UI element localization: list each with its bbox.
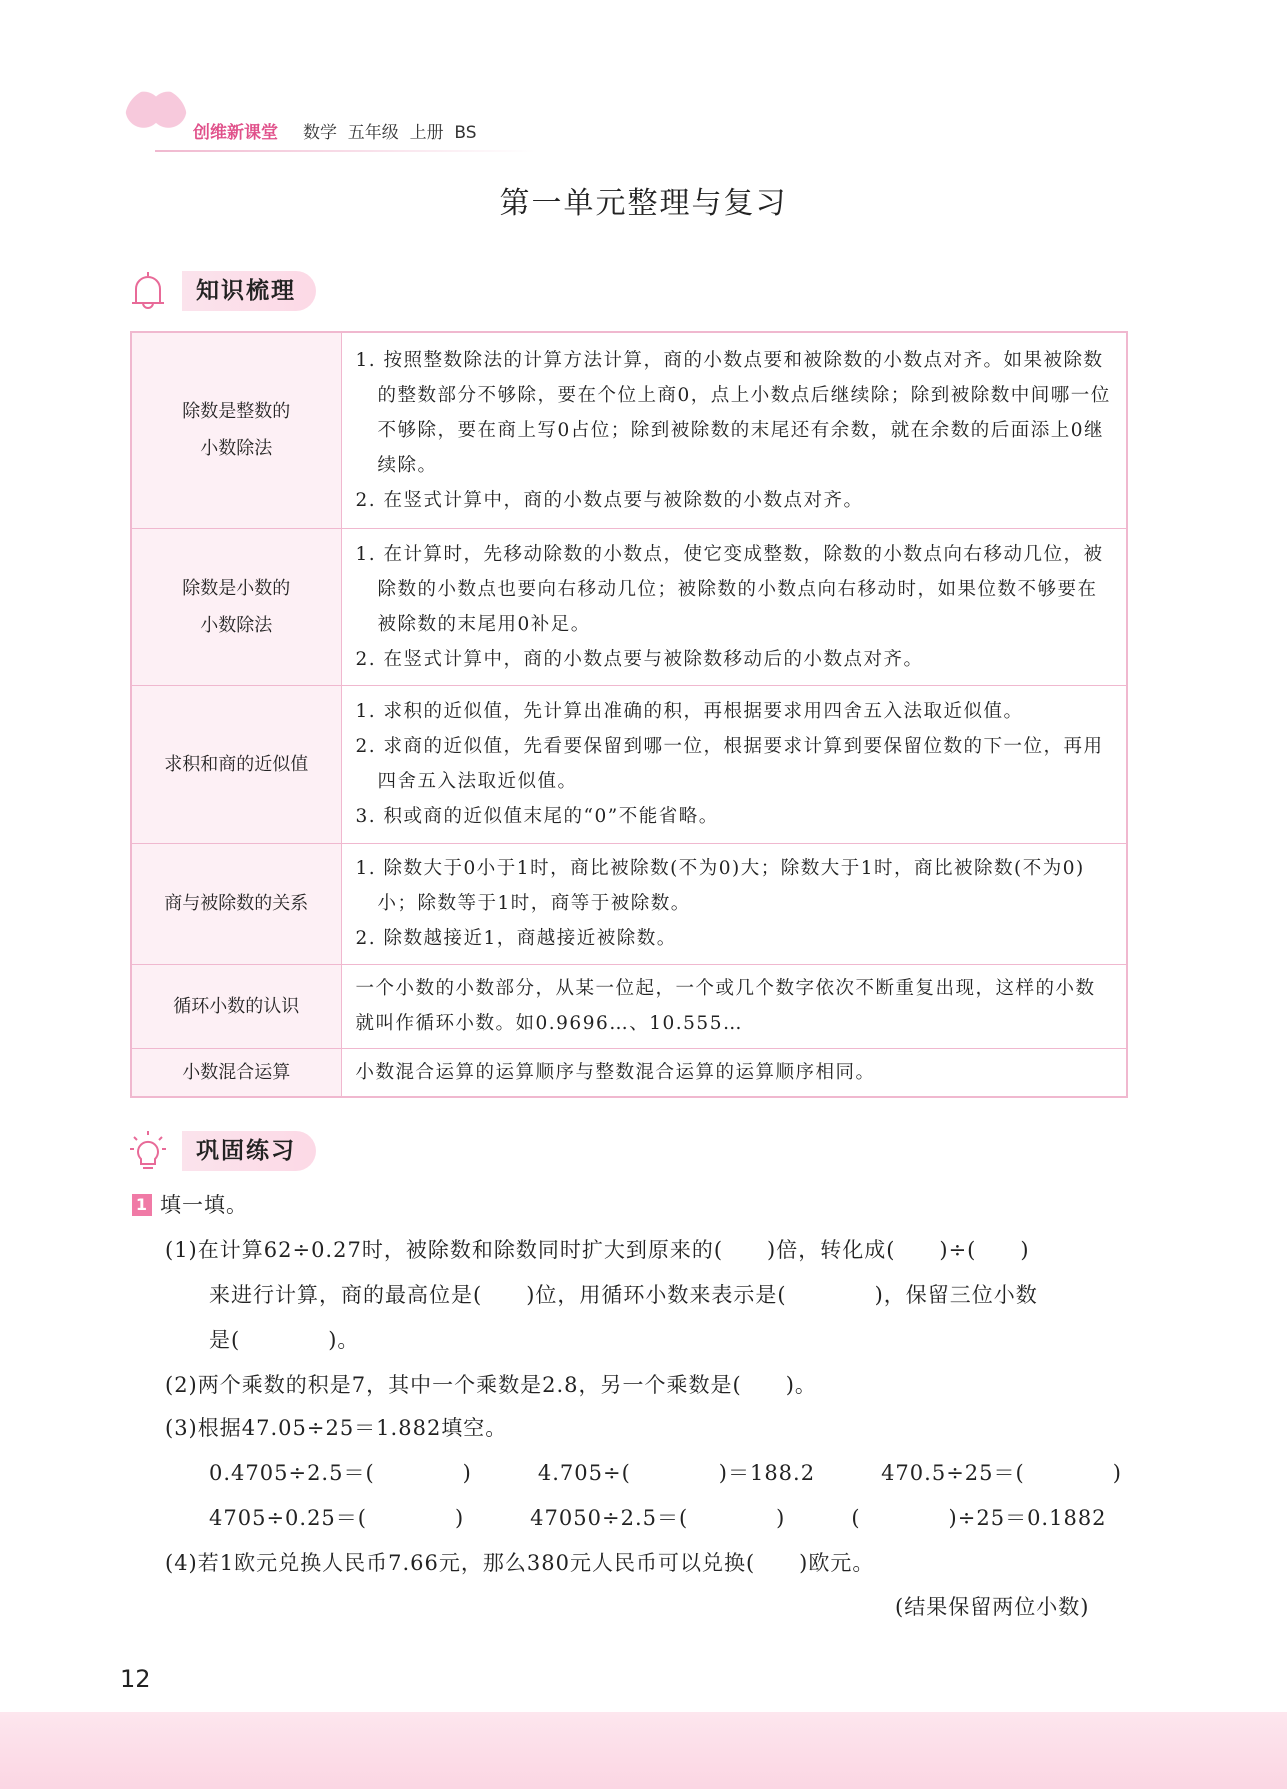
row-topic <box>131 685 341 843</box>
topic-label: 除数是整数的 <box>182 401 291 423</box>
content-line: 1. 除数大于0小于1时，商比被除数(不为0)大；除数大于1时，商比被除数(不为0)小；除数等于1时，商等于被除数。 <box>355 858 1085 914</box>
exercise-line: (1)在计算62÷0.27时，被除数和除数同时扩大到原来的( )倍，转化成( )÷( ) <box>165 1238 1030 1262</box>
content-line: 1. 求积的近似值，先计算出准确的积，再根据要求用四舍五入法取近似值。 <box>355 701 1024 722</box>
section-title: 巩固练习 <box>182 1131 316 1171</box>
exercise-line: 来进行计算，商的最高位是( )位，用循环小数来表示是( )，保留三位小数 <box>165 1283 1038 1307</box>
row-content <box>341 964 1127 1048</box>
content-line: 2. 在竖式计算中，商的小数点要与被除数的小数点对齐。 <box>355 489 864 511</box>
footer-band <box>0 1712 1287 1789</box>
page-number: 12 <box>120 1665 151 1693</box>
header-divider <box>155 150 535 152</box>
topic-label: 求积和商的近似值 <box>164 753 309 775</box>
table-row <box>131 332 1127 528</box>
table-row <box>131 685 1127 843</box>
section-title: 知识梳理 <box>182 271 316 311</box>
note: (结果保留两位小数) <box>895 1595 1090 1619</box>
row-topic <box>131 528 341 685</box>
row-content <box>341 332 1127 528</box>
topic-label: 小数除法 <box>200 438 273 460</box>
content-line: 2. 求商的近似值，先看要保留到哪一位，根据要求计算到要保留位数的下一位，再用四舍五入法取近似值。 <box>355 736 1104 792</box>
kids-illustration-icon <box>125 88 187 150</box>
subject-info: 数学 五年级 上册 BS <box>303 123 477 143</box>
row-content <box>341 1048 1127 1097</box>
section-practice <box>128 1130 316 1172</box>
question-text: 填一填。 <box>160 1193 248 1217</box>
content-line: 2. 在竖式计算中，商的小数点要与被除数移动后的小数点对齐。 <box>355 648 924 670</box>
table-row <box>131 964 1127 1048</box>
exercise-line: 是( )。 <box>165 1328 360 1352</box>
exercise-line: (4)若1欧元兑换人民币7.66元，那么380元人民币可以兑换( )欧元。 <box>165 1551 875 1575</box>
row-topic <box>131 964 341 1048</box>
row-content <box>341 685 1127 843</box>
topic-label: 小数除法 <box>200 614 273 636</box>
topic-label: 循环小数的认识 <box>173 995 300 1017</box>
table-row <box>131 843 1127 964</box>
section-knowledge <box>128 270 316 312</box>
content-line: 1. 按照整数除法的计算方法计算，商的小数点要和被除数的小数点对齐。如果被除数的整数部分不够除，要在个位上商0，点上小数点后继续除；除到被除数中间哪一位不够除，要在商上写0占位；除到被除数的末尾还有余数，就在余数的后面添上0继续除。 <box>355 349 1111 476</box>
topic-label: 小数混合运算 <box>182 1061 291 1083</box>
exercise-line: (2)两个乘数的积是7，其中一个乘数是2.8，另一个乘数是( )。 <box>165 1373 817 1397</box>
content-line: 2. 除数越接近1，商越接近被除数。 <box>355 928 677 949</box>
table-row <box>131 528 1127 685</box>
row-topic <box>131 1048 341 1097</box>
row-topic <box>131 843 341 964</box>
bell-icon <box>128 269 168 313</box>
exercise-heading <box>132 1190 248 1220</box>
row-content <box>341 843 1127 964</box>
book-header <box>125 88 585 156</box>
exercise-line: 4705÷0.25＝( ) 47050÷2.5＝( ) ( )÷25＝0.1882 <box>165 1506 1107 1530</box>
page-title: 第一单元整理与复习 <box>499 186 788 221</box>
row-content <box>341 528 1127 685</box>
knowledge-table <box>130 331 1128 1098</box>
question-number: 1 <box>132 1194 152 1216</box>
content-line: 3. 积或商的近似值末尾的“0”不能省略。 <box>355 806 719 827</box>
row-topic <box>131 332 341 528</box>
topic-label: 除数是小数的 <box>182 577 291 599</box>
content-line: 小数混合运算的运算顺序与整数混合运算的运算顺序相同。 <box>355 1061 876 1083</box>
exercise-line: (3)根据47.05÷25＝1.882填空。 <box>165 1416 508 1440</box>
exercise-line: 0.4705÷2.5＝( ) 4.705÷( )＝188.2 470.5÷25＝( ) <box>165 1461 1122 1485</box>
brand-name: 创维新课堂 <box>193 123 278 143</box>
content-line: 1. 在计算时，先移动除数的小数点，使它变成整数，除数的小数点向右移动几位，被除数的小数点也要向右移动几位；被除数的小数点向右移动时，如果位数不够要在被除数的末尾用0补足。 <box>355 543 1104 635</box>
lightbulb-icon <box>128 1129 168 1173</box>
table-row <box>131 1048 1127 1097</box>
topic-label: 商与被除数的关系 <box>164 893 309 914</box>
content-line: 一个小数的小数部分，从某一位起，一个或几个数字依次不断重复出现，这样的小数就叫作循环小数。如0.9696…、10.555… <box>355 978 1096 1034</box>
